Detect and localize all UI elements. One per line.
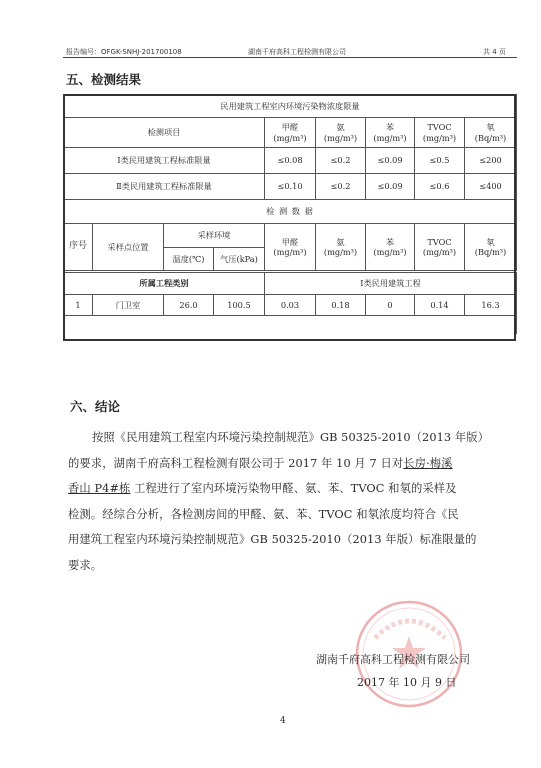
pollutant-header: 甲醛 (mg/m³): [265, 118, 316, 148]
conclusion-line: 用建筑工程室内环境污染控制规范》GB 50325-2010（2013 年版）标准限量的: [68, 533, 477, 546]
limit-value: ≤0.08: [265, 148, 316, 174]
header-divider: [63, 57, 517, 58]
col-no-header: 序号: [64, 224, 93, 272]
limit-value: ≤0.09: [366, 174, 415, 200]
report-number: 报告编号：OFGK-SNHJ-201700108: [66, 48, 182, 56]
data-caption: 检 测 数 据: [64, 200, 517, 224]
project-name: 香山 P4#栋: [68, 482, 131, 495]
conclusion-line: 检测。经综合分析，各检测房间的甲醛、氨、苯、TVOC 和氡浓度均符合《民: [68, 507, 459, 521]
page-number: 4: [280, 716, 286, 726]
signature-date: 2017 年 10 月 9 日: [357, 676, 457, 689]
row-location: 门卫室: [93, 295, 164, 316]
limit-row: [64, 148, 517, 174]
row-value: 0.14: [415, 295, 465, 316]
row-value: 0.18: [316, 295, 366, 316]
category-value: Ⅰ类民用建筑工程: [265, 272, 517, 295]
limit-value: ≤0.09: [366, 148, 415, 174]
section-title-conclusion: 六、结论: [70, 399, 121, 414]
pollutant-header: 氨 (mg/m³): [316, 224, 366, 272]
conclusion-line: 按照《民用建筑工程室内环境污染控制规范》GB 50325-2010（2013 年版）: [92, 431, 490, 444]
limit-label: Ⅱ类民用建筑工程标准限量: [64, 174, 265, 200]
project-name: 长房·梅溪: [403, 456, 453, 470]
limit-value: ≤0.2: [316, 148, 366, 174]
signature-company: 湖南千府高科工程检测有限公司: [316, 653, 470, 666]
pollutant-header: 氨 (mg/m³): [316, 118, 366, 148]
limit-row: [64, 174, 517, 200]
limits-caption: 民用建筑工程室内环境污染物浓度限量: [64, 95, 517, 118]
header-company: 湖南千府高科工程检测有限公司: [248, 48, 346, 56]
conclusion-line: 要求。: [68, 558, 103, 572]
row-value: 0.03: [265, 295, 316, 316]
limit-value: ≤200: [465, 148, 517, 174]
pollutant-header: 氡 (Bq/m³): [465, 118, 517, 148]
row-pressure: 100.5: [214, 295, 265, 316]
row-value: 0: [366, 295, 415, 316]
page-count: 共 4 页: [483, 48, 506, 56]
results-table: [63, 94, 517, 334]
table-row: [64, 295, 517, 316]
row-temp: 26.0: [164, 295, 214, 316]
row-value: 16.3: [465, 295, 517, 316]
category-label: 所属工程类别: [64, 272, 265, 295]
pollutant-header: 苯 (mg/m³): [366, 224, 415, 272]
col-location-header: 采样点位置: [93, 224, 164, 272]
pollutant-header: TVOC (mg/m³): [415, 224, 465, 272]
col-pressure-header: 气压(kPa): [214, 248, 265, 272]
table-empty-row: [64, 316, 517, 334]
conclusion-paragraph: [68, 425, 516, 578]
pollutant-header: 氡 (Bq/m³): [465, 224, 517, 272]
col-env-header: 采样环境: [164, 224, 265, 248]
pollutant-header: TVOC (mg/m³): [415, 118, 465, 148]
section-title-results: 五、检测结果: [66, 72, 142, 87]
pollutant-header: 甲醛 (mg/m³): [265, 224, 316, 272]
limit-label: Ⅰ类民用建筑工程标准限量: [64, 148, 265, 174]
conclusion-line: 的要求，湖南千府高科工程检测有限公司于 2017 年 10 月 7 日对: [68, 456, 404, 470]
pollutant-header: 苯 (mg/m³): [366, 118, 415, 148]
limit-value: ≤400: [465, 174, 517, 200]
limit-value: ≤0.5: [415, 148, 465, 174]
item-label: 检测项目: [64, 118, 265, 148]
limit-value: ≤0.10: [265, 174, 316, 200]
row-no: 1: [64, 295, 93, 316]
limit-value: ≤0.2: [316, 174, 366, 200]
conclusion-line: 工程进行了室内环境污染物甲醛、氨、苯、TVOC 和氡的采样及: [134, 482, 457, 495]
col-temp-header: 温度(℃): [164, 248, 214, 272]
limit-value: ≤0.6: [415, 174, 465, 200]
